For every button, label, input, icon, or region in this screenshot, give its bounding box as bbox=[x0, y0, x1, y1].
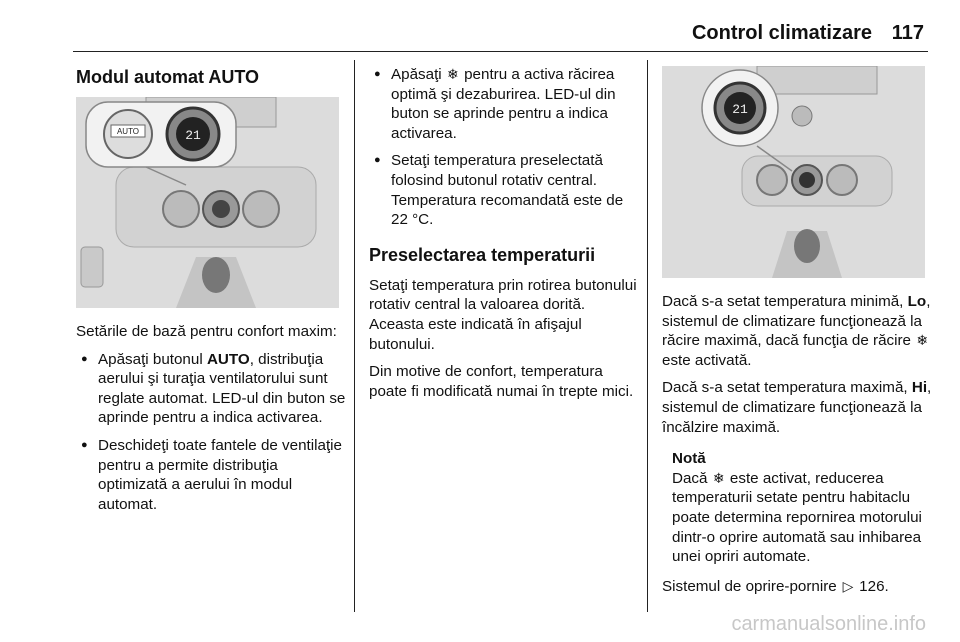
note-text: Dacă ❄ este activat, reducerea temperaturii setate pentru habitaclu poate determina repornirea motorului dintr-o oprire automată sau inhibarea unei opriri automate. bbox=[672, 469, 922, 566]
auto-mode-heading: Modul automat AUTO bbox=[76, 67, 259, 87]
display-value-photo-2: 21 bbox=[732, 102, 748, 117]
max-temp-paragraph: Dacă s-a setat temperatura maximă, Hi, sistemul de climatizare funcţionează la încălzire maximă. bbox=[662, 379, 932, 436]
dashboard-knob-photo bbox=[662, 66, 925, 278]
list-item: ● Deschideţi toate fantele de ventilaţie pentru a permite distribuţia optimizată a aerului în modul automat. bbox=[76, 436, 346, 514]
triangle-right-icon: ▷ bbox=[842, 577, 854, 594]
snowflake-icon: ❄ bbox=[447, 66, 459, 82]
hi-label: Hi bbox=[911, 379, 928, 397]
stop-start-reference[interactable]: Sistemul de oprire-pornire ▷ 126. bbox=[662, 577, 889, 595]
column-divider-1 bbox=[354, 60, 355, 612]
column-1-text bbox=[76, 322, 346, 514]
note-title: Notă bbox=[672, 450, 706, 468]
auto-label-in-photo: AUTO bbox=[116, 127, 140, 136]
column-3-text bbox=[662, 292, 932, 596]
dashboard-auto-photo bbox=[76, 97, 339, 308]
column-1 bbox=[76, 66, 346, 88]
display-value-photo-1: 21 bbox=[185, 128, 201, 143]
list-item: ● Apăsaţi butonul AUTO, distribuţia aerului şi turaţia ventilatorului sunt reglate automat. LED-ul din buton se aprinde pentru a indica activarea. bbox=[76, 350, 346, 428]
column-divider-2 bbox=[647, 60, 648, 612]
page-number: 117 bbox=[891, 22, 924, 44]
note-block bbox=[662, 449, 932, 567]
preselect-paragraph-1: Setaţi temperatura prin rotirea butonului rotativ central la valoarea dorită. Aceasta este indicată în afişajul butonului. bbox=[369, 276, 637, 353]
preselect-paragraph-2: Din motive de confort, temperatura poate fi modificată numai în trepte mici. bbox=[369, 363, 634, 400]
auto-button-label: AUTO bbox=[206, 350, 250, 368]
intro-text: Setările de bază pentru confort maxim: bbox=[76, 323, 337, 340]
ac-steps-list bbox=[369, 65, 639, 230]
header-rule bbox=[73, 51, 928, 52]
list-item: ● Apăsaţi ❄ pentru a activa răcirea optimă şi dezaburirea. LED-ul din buton se aprinde pentru a indica activarea. bbox=[369, 65, 639, 143]
preselect-heading: Preselectarea temperaturii bbox=[369, 244, 596, 265]
min-temp-paragraph: Dacă s-a setat temperatura minimă, Lo, sistemul de climatizare funcţionează la răcire maximă, dacă funcţia de răcire ❄ este activată. bbox=[662, 293, 931, 369]
auto-steps-list bbox=[76, 350, 346, 515]
watermark: carmanualsonline.info bbox=[731, 613, 926, 635]
column-2 bbox=[369, 57, 639, 401]
snowflake-icon: ❄ bbox=[712, 469, 725, 486]
snowflake-icon: ❄ bbox=[916, 332, 929, 349]
lo-label: Lo bbox=[907, 293, 927, 310]
list-item: ● Setaţi temperatura preselectată folosind butonul rotativ central. Temperatura recomandată este de 22 °C. bbox=[369, 151, 639, 229]
section-title: Control climatizare bbox=[691, 22, 872, 44]
page-header bbox=[0, 22, 960, 52]
